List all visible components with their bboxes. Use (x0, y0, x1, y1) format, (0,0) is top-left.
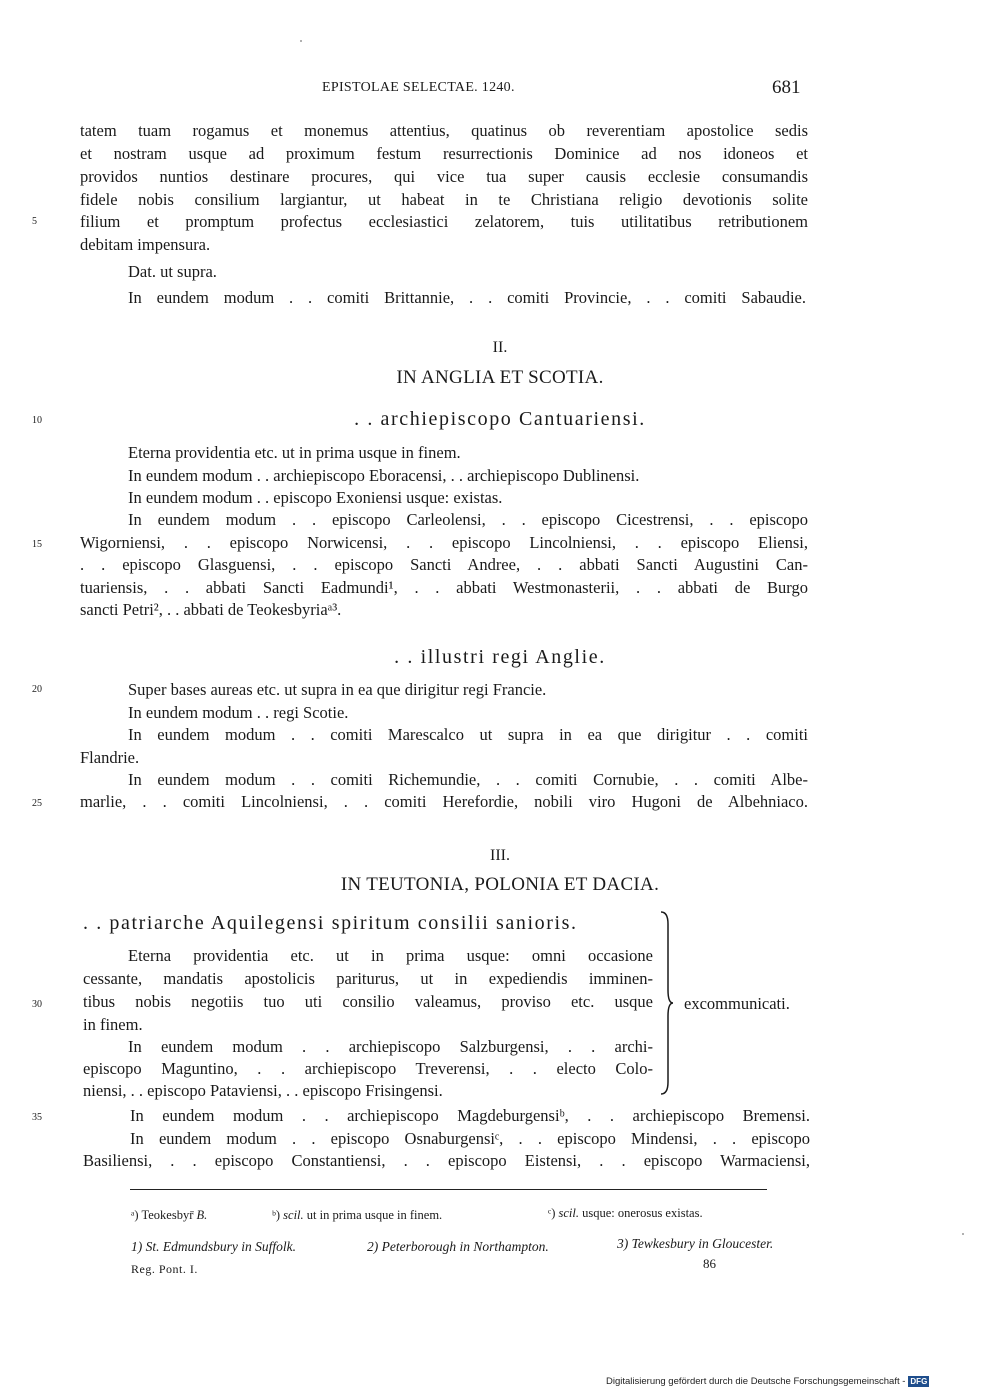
text-line: In eundem modum . . episcopo Exoniensi usque: existas. (128, 488, 503, 507)
footnote-a-source: B. (196, 1208, 208, 1222)
text-line: marlie, . . comiti Lincolniensi, . . comiti Herefordie, nobili viro Hugoni de Albehniaco. (80, 792, 808, 811)
text-line: fidele nobis consilium largiantur, ut habeat in te Christiana religio devotionis solite (80, 190, 808, 209)
side-note: excommunicati. (684, 994, 790, 1013)
footnote-b-mark: ᵇ) (272, 1208, 281, 1222)
footnote-b-text: ut in prima usque in finem. (306, 1208, 443, 1222)
text-line: cessante, mandatis apostolicis pariturus, ut in expediendis imminen- (83, 969, 653, 988)
footnote-3 (617, 1236, 773, 1252)
footnote-c-mark: ᶜ) (548, 1206, 556, 1220)
footnote-2-text: 2) Peterborough in Northampton. (367, 1239, 549, 1254)
signature-mark: Reg. Pont. I. (131, 1262, 198, 1276)
line-number: 25 (32, 798, 42, 809)
line-number: 15 (32, 539, 42, 550)
page-number: 681 (772, 77, 801, 98)
footnote-a (131, 1208, 207, 1223)
signature-number: 86 (703, 1256, 716, 1271)
addressee-heading: . . illustri regi Anglie. (394, 646, 606, 668)
speck (300, 40, 302, 42)
text-line: Eterna providentia etc. ut in prima usque: omni occasione (128, 946, 653, 965)
addressee-heading: . . patriarche Aquilegensi spiritum consilii sanioris. (83, 912, 578, 934)
text-line: Super bases aureas etc. ut supra in ea que dirigitur regi Francie. (128, 680, 547, 699)
text-line: episcopo Maguntino, . . archiepiscopo Treverensi, . . electo Colo- (83, 1059, 653, 1078)
text-line: In eundem modum . . regi Scotie. (128, 703, 349, 722)
eundem-line: In eundem modum . . comiti Brittannie, . . comiti Provincie, . . comiti Sabaudie. (128, 288, 806, 307)
text-line: tibus nobis negotiis tuo uti consilio valeamus, proviso etc. usque (83, 992, 653, 1011)
text-line: In eundem modum . . archiepiscopo Salzburgensi, . . archi- (128, 1037, 653, 1056)
line-number: 10 (32, 415, 42, 426)
text-line: providos nuntios destinare procures, qui vice tua super causis ecclesie consumandis (80, 167, 808, 186)
footnote-1 (131, 1239, 296, 1255)
text-line: . . episcopo Glasguensi, . . episcopo Sancti Andree, . . abbati Sancti Augustini Can- (80, 555, 808, 574)
speck (962, 1233, 964, 1235)
section-title: IN ANGLIA ET SCOTIA. (396, 367, 604, 388)
line-number: 30 (32, 999, 42, 1010)
dfg-logo: DFG (910, 1377, 928, 1386)
text-line: In eundem modum . . comiti Marescalco ut supra in ea que dirigitur . . comiti (128, 725, 808, 744)
text-line: sancti Petri², . . abbati de Teokesbyriaᵃ³. (80, 600, 342, 619)
line-number: 5 (32, 216, 37, 227)
line-number: 35 (32, 1112, 42, 1123)
footnote-divider (130, 1189, 767, 1190)
text-line: tatem tuam rogamus et monemus attentius, quatinus ob reverentiam apostolice sedis (80, 121, 808, 140)
dat-line: Dat. ut supra. (128, 262, 217, 281)
text-line: Wigorniensi, . . episcopo Norwicensi, . . episcopo Lincolniensi, . . episcopo Eliensi, (80, 533, 808, 552)
text-line: in finem. (83, 1015, 143, 1034)
text-line: tuariensis, . . abbati Sancti Eadmundi¹, . . abbati Westmonasterii, . . abbati de Burgo (80, 578, 808, 597)
text-line: In eundem modum . . archiepiscopo Magdeburgensiᵇ, . . archiepiscopo Bremensi. (130, 1106, 810, 1125)
text-line: In eundem modum . . episcopo Osnaburgensiᶜ, . . episcopo Mindensi, . . episcopo (130, 1129, 810, 1148)
text-line: Flandrie. (80, 748, 140, 767)
text-line: Eterna providentia etc. ut in prima usque in finem. (128, 443, 461, 462)
footnote-b (272, 1208, 442, 1223)
footnote-b-scil: scil. (283, 1208, 304, 1222)
credit-text: Digitalisierung gefördert durch die Deutsche Forschungsgemeinschaft - (606, 1376, 906, 1387)
text-line: In eundem modum . . episcopo Carleolensi, . . episcopo Cicestrensi, . . episcopo (128, 510, 808, 529)
text-line: Basiliensi, . . episcopo Constantiensi, . . episcopo Eistensi, . . episcopo Warmaciensi, (83, 1151, 810, 1170)
text-line: In eundem modum . . archiepiscopo Eboracensi, . . archiepiscopo Dublinensi. (128, 466, 640, 485)
text-line: filium et promptum profectus ecclesiastici zelatorem, tuis utilitatibus retributionem (80, 212, 808, 231)
text-line: et nostram usque ad proximum festum resurrectionis Dominice ad nos idoneos et (80, 144, 808, 163)
line-number: 20 (32, 684, 42, 695)
addressee-heading: . . archiepiscopo Cantuariensi. (354, 408, 646, 430)
section-title: IN TEUTONIA, POLONIA ET DACIA. (340, 874, 660, 895)
digitization-credit (606, 1376, 929, 1387)
footnote-3-text: 3) Tewkesbury in Gloucester. (617, 1236, 774, 1251)
footnote-2 (367, 1239, 549, 1255)
footnote-c-scil: scil. (558, 1206, 579, 1220)
footnote-1-text: 1) St. Edmundsbury in Suffolk. (131, 1239, 296, 1254)
text-line: debitam impensura. (80, 235, 211, 254)
footnote-c (548, 1206, 703, 1221)
section-numeral: III. (490, 847, 510, 864)
running-header: EPISTOLAE SELECTAE. 1240. (322, 80, 515, 95)
footnote-a-text: ᵃ) Teokesbyr̄ (131, 1208, 194, 1222)
footnote-c-text: usque: onerosus existas. (582, 1206, 703, 1220)
text-line: niensi, . . episcopo Pataviensi, . . episcopo Frisingensi. (83, 1081, 443, 1100)
curly-brace (659, 910, 673, 1096)
section-numeral: II. (492, 339, 508, 356)
text-line: In eundem modum . . comiti Richemundie, . . comiti Cornubie, . . comiti Albe- (128, 770, 808, 789)
